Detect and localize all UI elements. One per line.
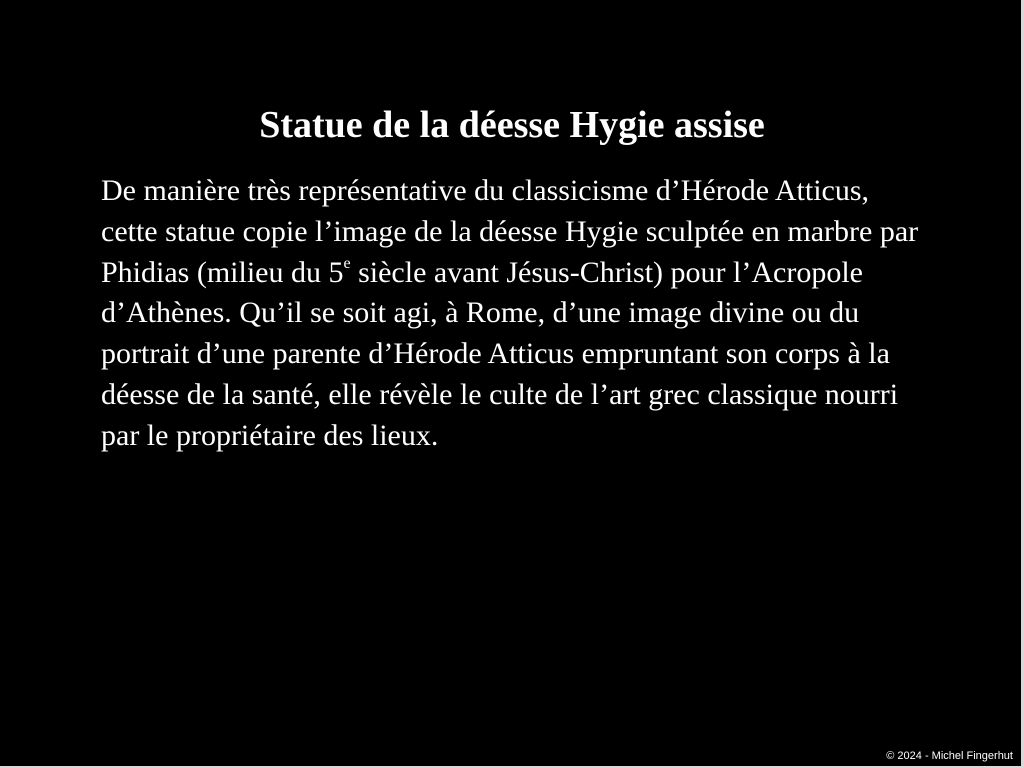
slide-paragraph bbox=[101, 171, 921, 457]
century-superscript: e bbox=[343, 254, 351, 272]
paragraph-text-part-2: siècle avant Jésus-Christ) pour l’Acropole d’Athènes. Qu’il se soit agi, à Rome, d’une image divine ou du portrait d’une parente d’Hérode Atticus empruntant son corps à la déesse de la santé, elle révèle le culte de l’art grec classique nourri par le propriétaire des lieux. bbox=[101, 255, 899, 452]
copyright-notice: © 2024 - Michel Fingerhut bbox=[886, 750, 1013, 762]
slide-title: Statue de la déesse Hygie assise bbox=[259, 104, 765, 146]
paragraph-text-part-1: De manière très représentative du classicisme d’Hérode Atticus, cette statue copie l’image de la déesse Hygie sculptée en marbre par Phidias (milieu du 5 bbox=[101, 174, 919, 289]
